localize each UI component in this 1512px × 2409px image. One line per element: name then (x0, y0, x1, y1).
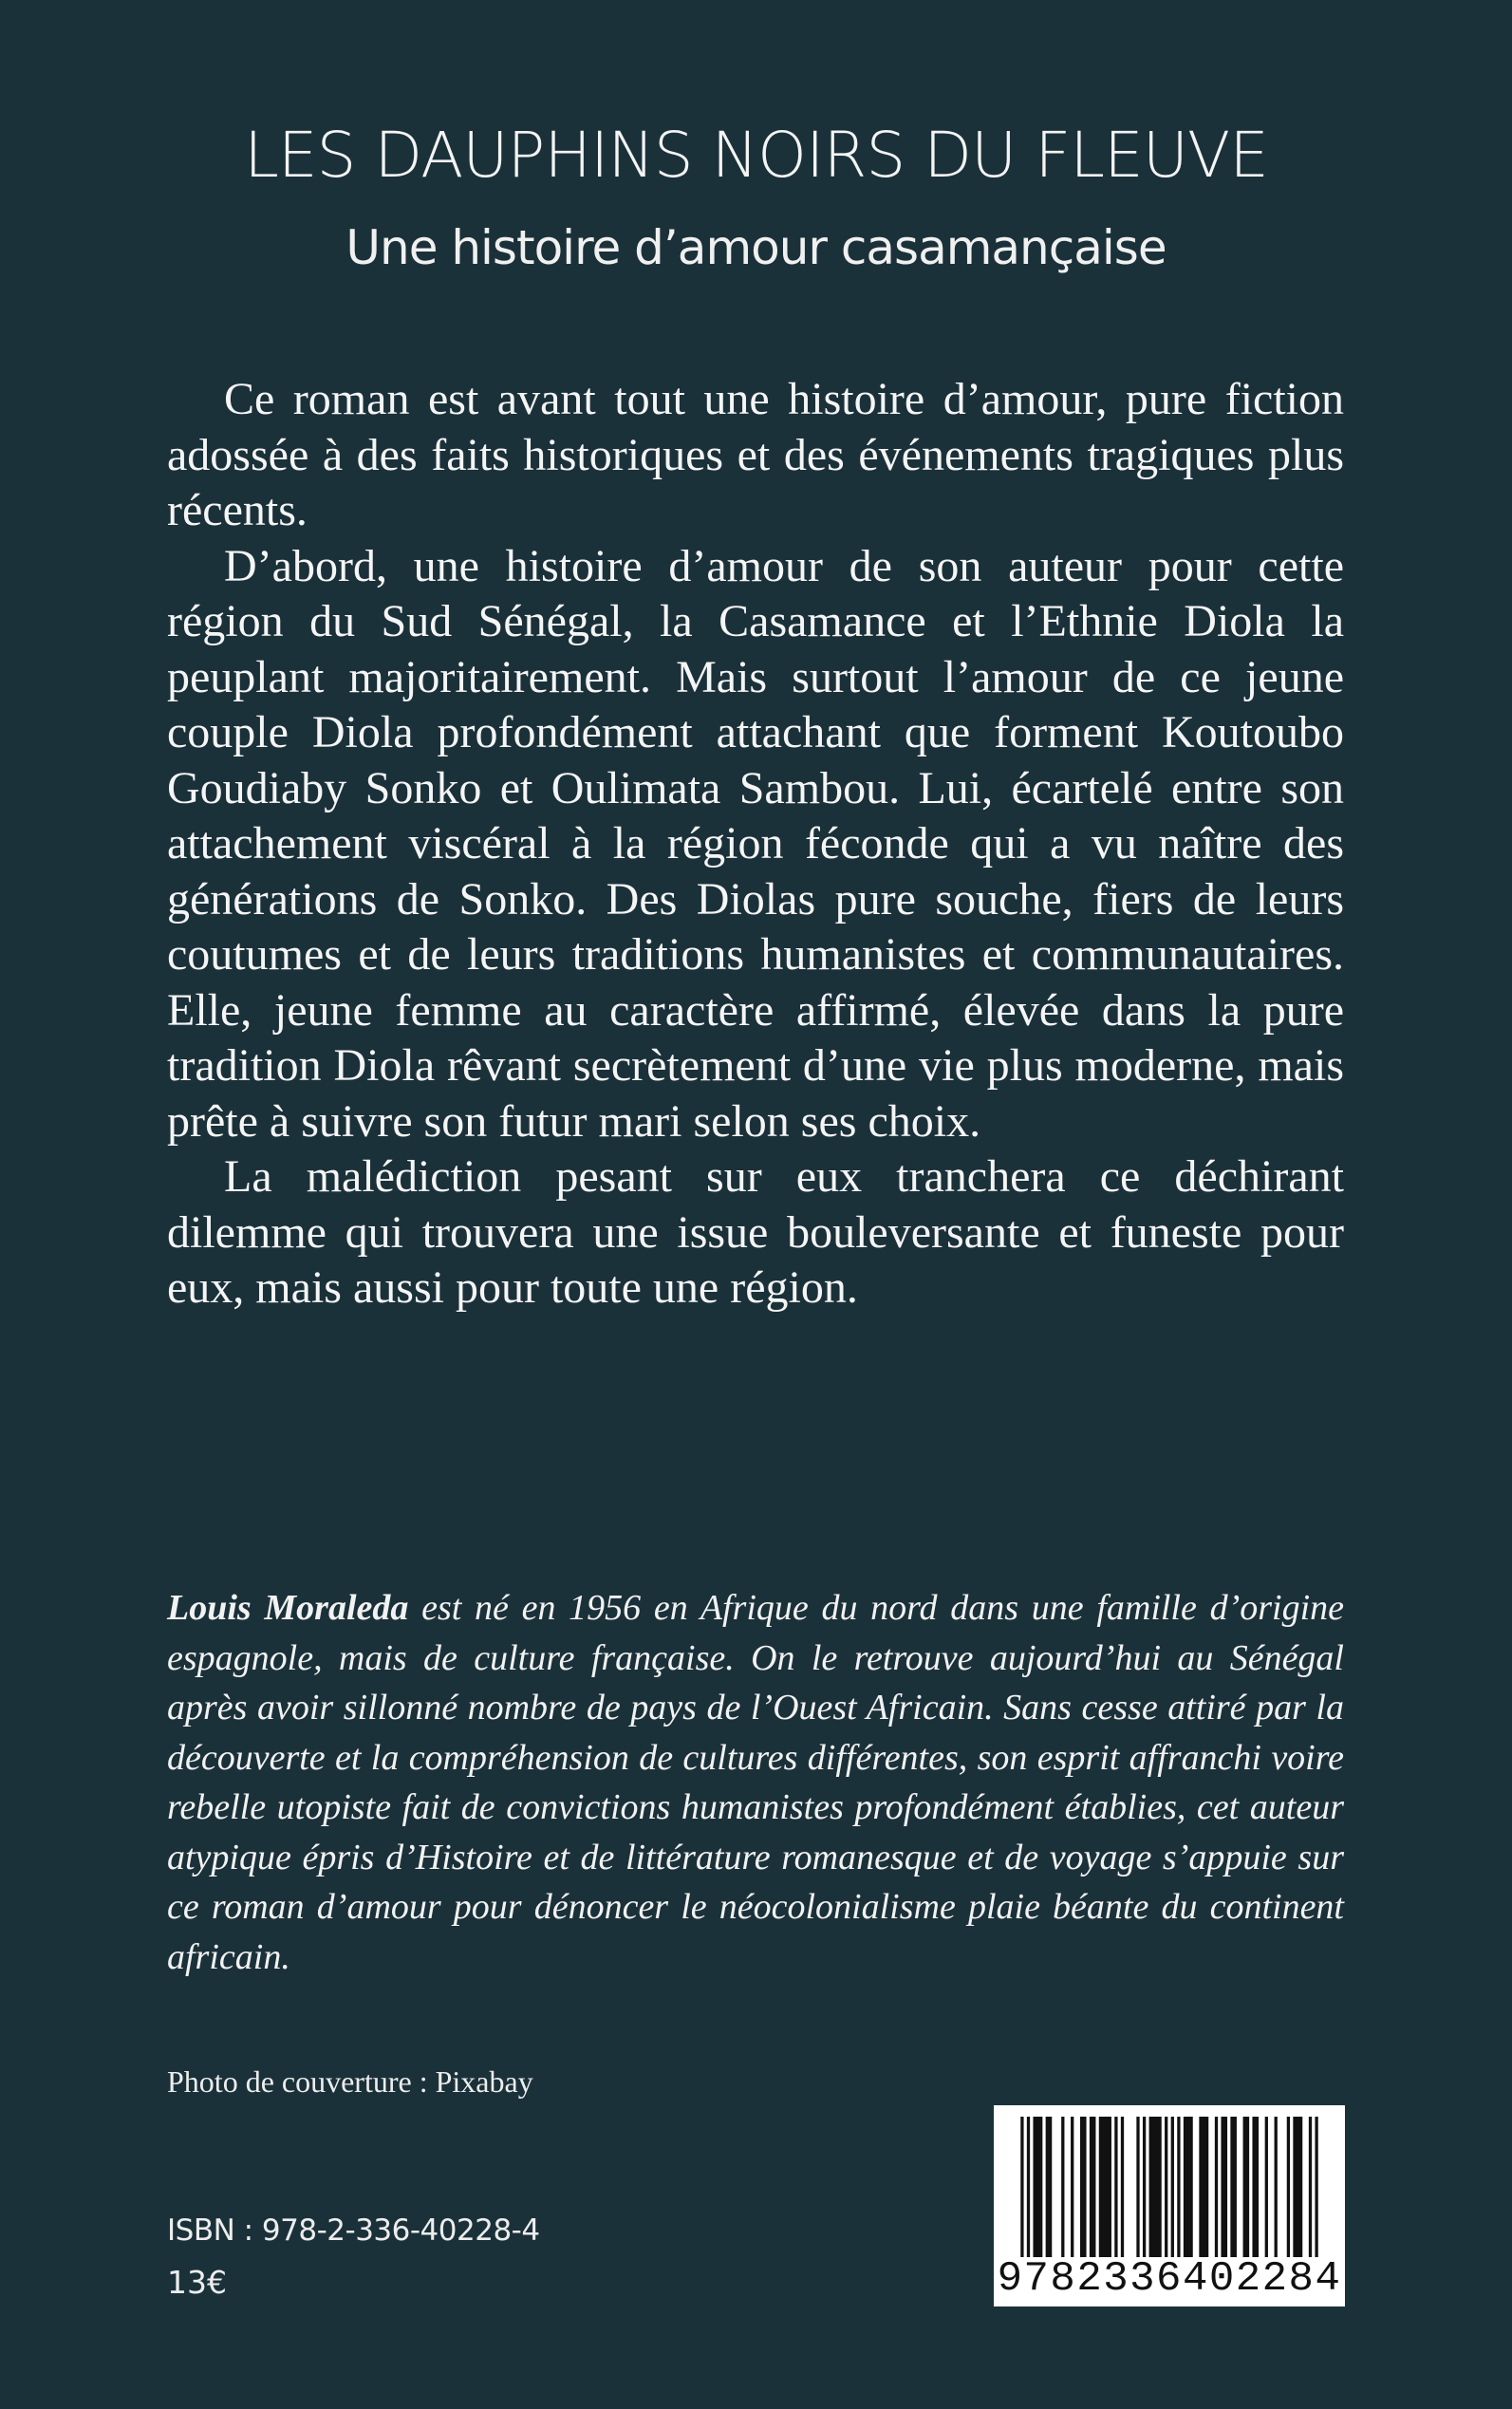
barcode-bar (1027, 2117, 1030, 2257)
barcode-bar (1114, 2117, 1117, 2257)
barcode-bar (1215, 2117, 1218, 2257)
barcode-bar (1265, 2117, 1268, 2257)
barcode-bar (1177, 2117, 1180, 2257)
barcode-bar (1184, 2117, 1193, 2257)
barcode-bar (1090, 2117, 1096, 2257)
barcode-bar (1121, 2117, 1124, 2257)
author-bio (167, 1583, 1344, 1982)
barcode-bar (1099, 2117, 1111, 2257)
barcode (994, 2105, 1345, 2306)
barcode-bar (1143, 2117, 1146, 2257)
barcode-bar (1287, 2117, 1290, 2257)
barcode-bar (1171, 2117, 1174, 2257)
barcode-bar (1243, 2117, 1250, 2257)
synopsis-paragraph: D’abord, une histoire d’amour de son auteur pour cette région du Sud Sénégal, la Casamance et l’Ethnie Diola la peuplant majoritairement. Mais surtout l’amour de ce jeune couple Diola profondément attachant que forment Koutoubo Goudiaby Sonko et Oulimata Sambou. Lui, écartelé entre son attachement viscéral à la région féconde qui a vu naître des générations de Sonko. Des Diolas pure souche, fiers de leurs coutumes et de leurs traditions humanistes et communautaires. Elle, jeune femme au caractère affirmé, élevée dans la pure tradition Diola rêvant secrètement d’une vie plus moderne, mais prête à suivre son futur mari selon ses choix. (167, 540, 1344, 1147)
photo-credit: Photo de couverture : Pixabay (167, 2064, 533, 2099)
barcode-bar (1136, 2117, 1139, 2257)
author-name: Louis Moraleda (167, 1588, 409, 1628)
barcode-bar (1046, 2117, 1053, 2257)
barcode-bar (1230, 2117, 1237, 2257)
isbn: ISBN : 978-2-336-40228-4 (167, 2213, 540, 2248)
barcode-bar (1080, 2117, 1087, 2257)
synopsis-paragraph: La malédiction pesant sur eux tranchera ce déchirant dilemme qui trouvera une issue bouleversante et funeste pour eux, mais aussi pour toute une région. (167, 1151, 1344, 1313)
author-bio-text: est né en 1956 en Afrique du nord dans une famille d’origine espagnole, mais de culture française. On le retrouve aujourd’hui au Sénégal après avoir sillonné nombre de pays de l’Ouest Africain. Sans cesse attiré par la découverte et la compréhension de cultures différentes, son esprit affranchi voire rebelle utopiste fait de convictions humanistes profondément établies, cet auteur atypique épris d’Histoire et de littérature romanesque et de voyage s’appuie sur ce roman d’amour pour dénoncer le néocolonialisme plaie béante du continent africain. (167, 1588, 1344, 1977)
barcode-bar (1149, 2117, 1162, 2257)
barcode-bar (1221, 2117, 1227, 2257)
barcode-bar (1309, 2117, 1312, 2257)
barcode-bar (1020, 2117, 1023, 2257)
synopsis (167, 372, 1344, 1317)
barcode-bar (1275, 2117, 1278, 2257)
barcode-bar (1199, 2117, 1208, 2257)
barcode-number: 9782336402284 (997, 2255, 1342, 2303)
book-title: LES DAUPHINS NOIRS DU FLEUVE (244, 119, 1268, 192)
barcode-bar (1071, 2117, 1073, 2257)
barcode-bar (1033, 2117, 1042, 2257)
synopsis-paragraph: Ce roman est avant tout une histoire d’amour, pure fiction adossée à des faits historiques et des événements tragiques plus récents. (167, 374, 1344, 535)
barcode-bar (1165, 2117, 1167, 2257)
price: 13€ (167, 2264, 227, 2301)
barcode-bar (1315, 2117, 1317, 2257)
barcode-bar (1293, 2117, 1302, 2257)
book-subtitle: Une histoire d’amour casamançaise (345, 220, 1167, 275)
barcode-bar (1061, 2117, 1064, 2257)
barcode-bar (1252, 2117, 1259, 2257)
